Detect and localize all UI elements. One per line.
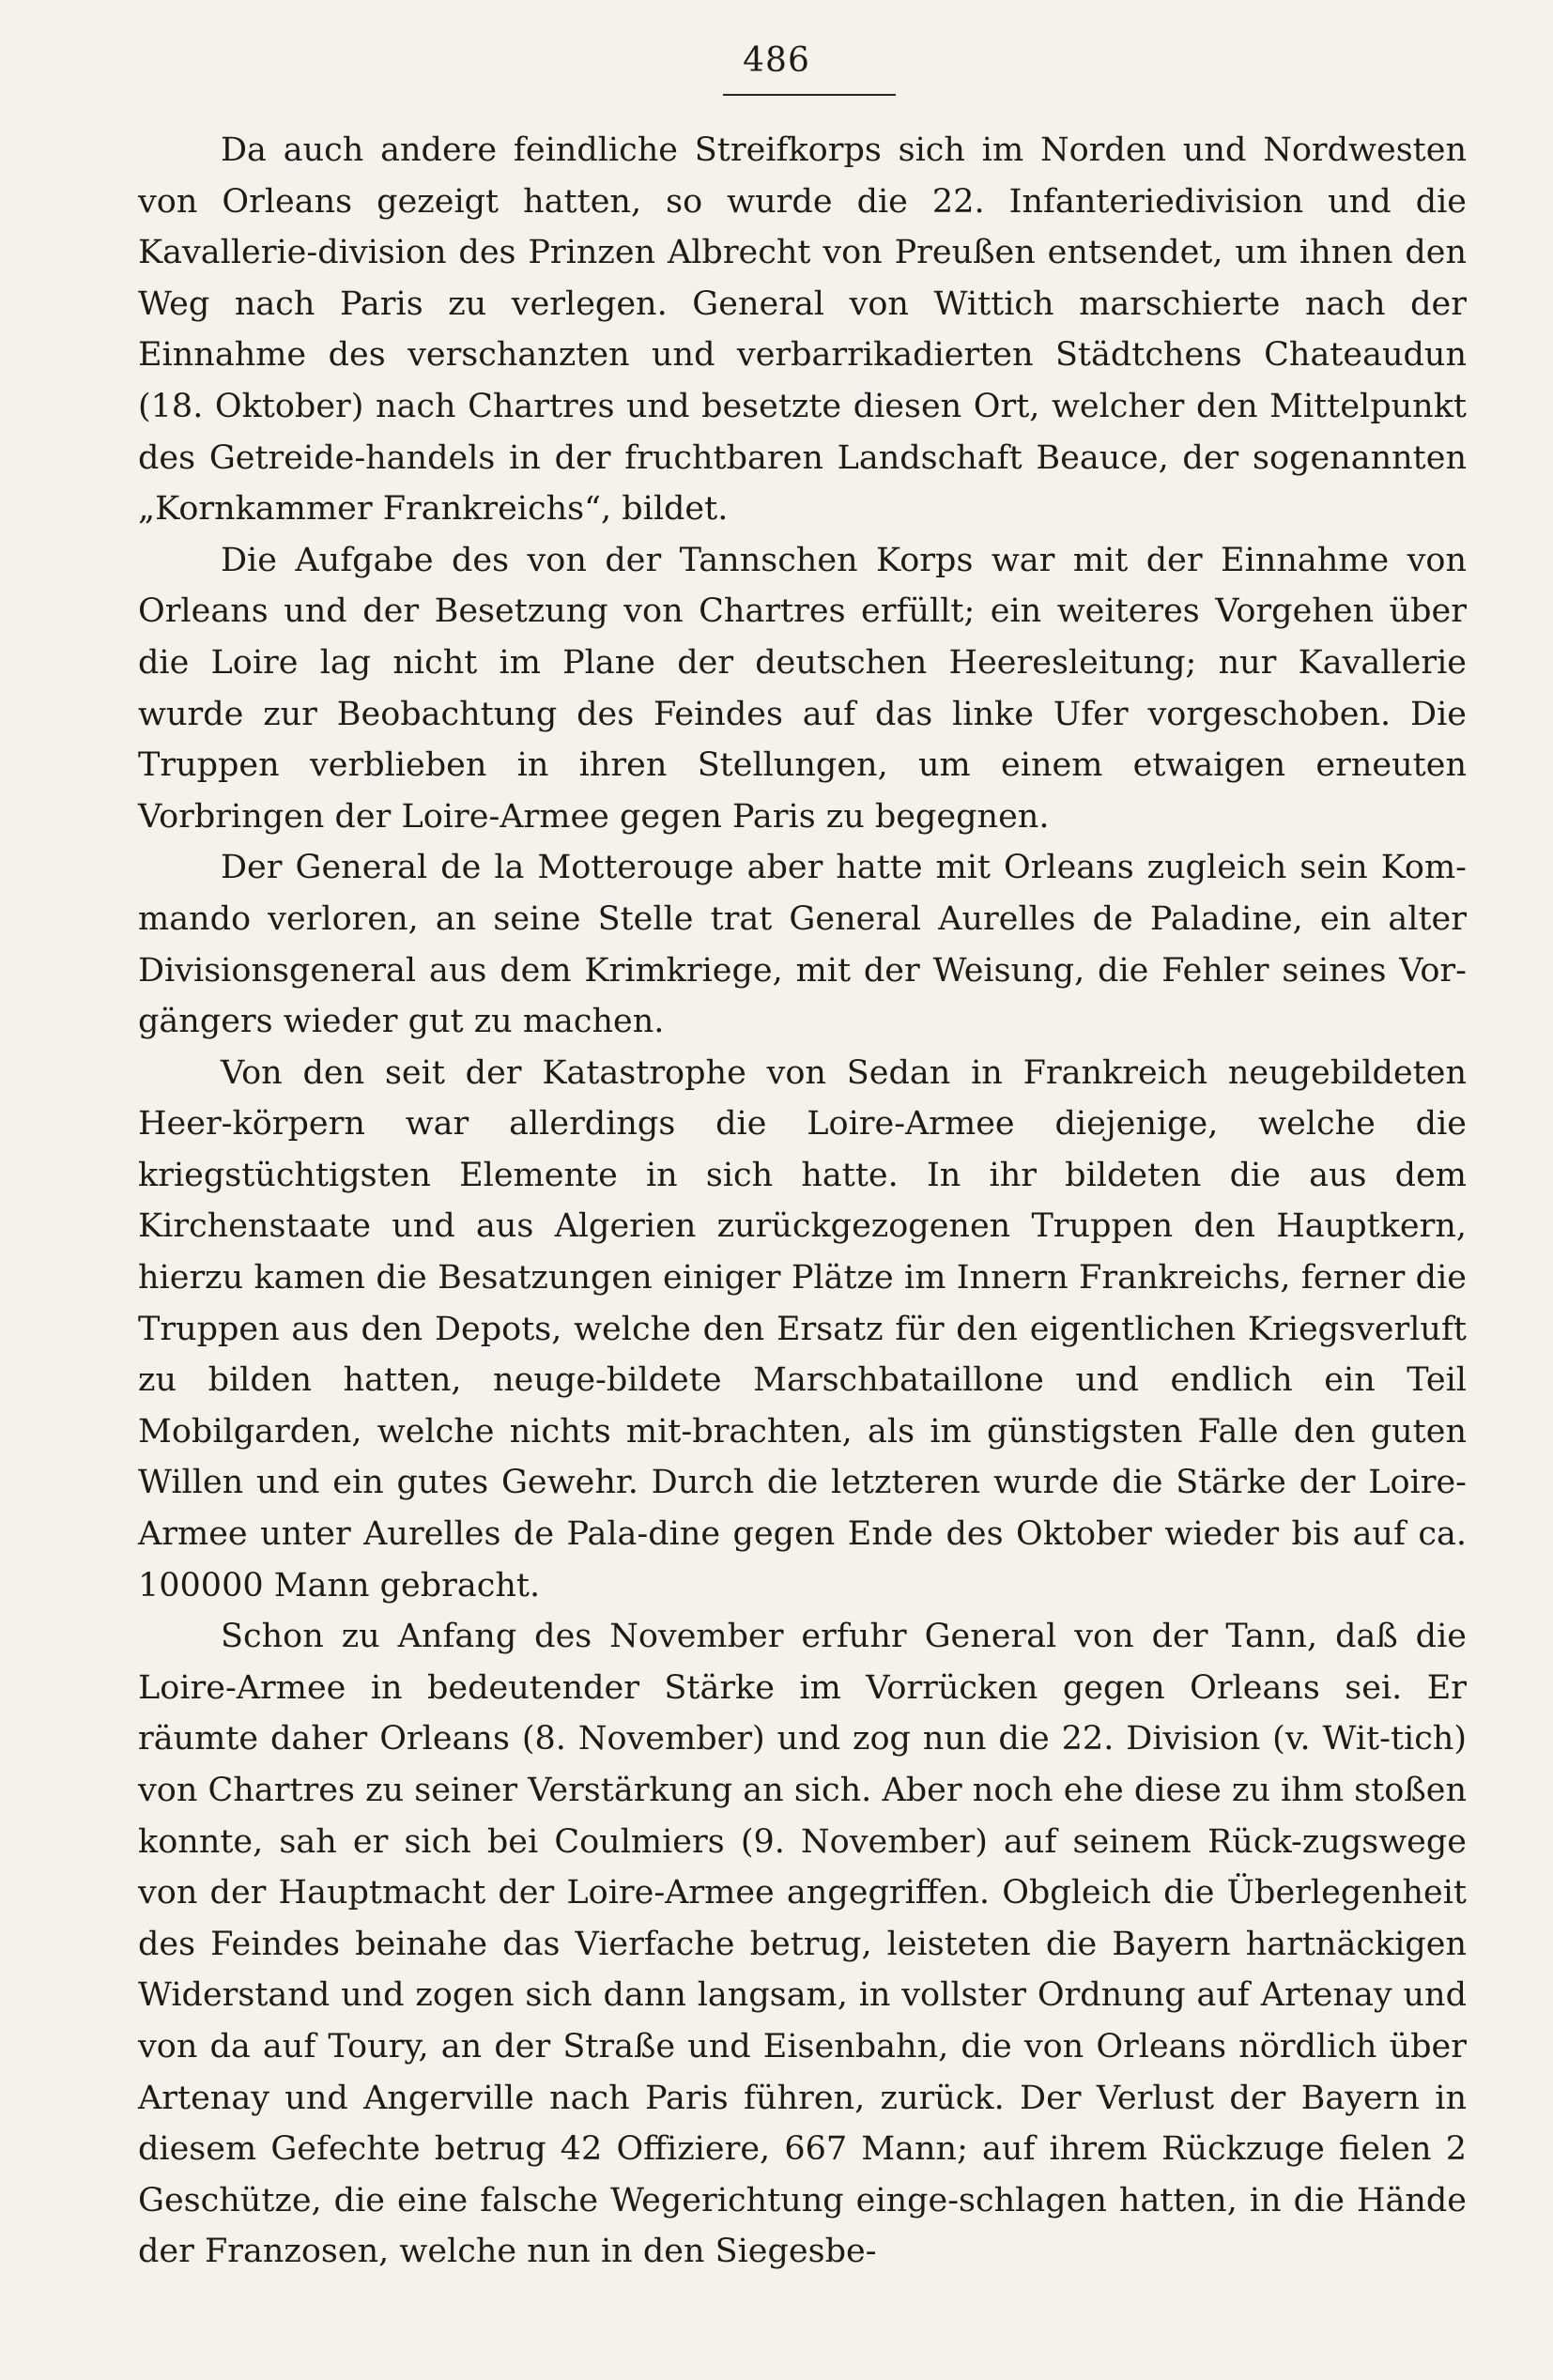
- header-rule: [723, 94, 896, 96]
- paragraph-3: Der General de la Motterouge aber hatte mit Orleans zugleich sein Kom-mando verloren, an seine Stelle trat General Aurelles de Paladine, ein alter Divisionsgeneral aus dem Krimkriege, mit der Weisung, die Fehler seines Vor-gängers wieder gut zu machen.: [138, 849, 1467, 1041]
- body-text: [138, 125, 1467, 2278]
- paragraph-1: Da auch andere feindliche Streifkorps sich im Norden und Nordwesten von Orleans gezeigt hatten, so wurde die 22. Infanteriedivision und die Kavallerie-division des Prinzen Albrecht von Preußen entsendet, um ihnen den Weg nach Paris zu verlegen. General von Wittich marschierte nach der Einnahme des verschanzten und verbarrikadierten Städtchens Chateaudun (18. Oktober) nach Chartres und besetzte diesen Ort, welcher den Mittelpunkt des Getreide-handels in der fruchtbaren Landschaft Beauce, der sogenannten „Kornkammer Frankreichs“, bildet.: [138, 131, 1467, 529]
- paragraph-2: Die Aufgabe des von der Tannschen Korps war mit der Einnahme von Orleans und der Besetzung von Chartres erfüllt; ein weiteres Vorgehen über die Loire lag nicht im Plane der deutschen Heeresleitung; nur Kavallerie wurde zur Beobachtung des Feindes auf das linke Ufer vorgeschoben. Die Truppen verblieben in ihren Stellungen, um einem etwaigen erneuten Vorbringen der Loire-Armee gegen Paris zu begegnen.: [138, 541, 1467, 836]
- paragraph-4: Von den seit der Katastrophe von Sedan in Frankreich neugebildeten Heer-körpern war allerdings die Loire-Armee diejenige, welche die kriegstüchtigsten Elemente in sich hatte. In ihr bildeten die aus dem Kirchenstaate und aus Algerien zurückgezogenen Truppen den Hauptkern, hierzu kamen die Besatzungen einiger Plätze im Innern Frankreichs, ferner die Truppen aus den Depots, welche den Ersatz für den eigentlichen Kriegsverluft zu bilden hatten, neuge-bildete Marschbataillone und endlich ein Teil Mobilgarden, welche nichts mit-brachten, als im günstigsten Falle den guten Willen und ein gutes Gewehr. Durch die letzteren wurde die Stärke der Loire-Armee unter Aurelles de Pala-dine gegen Ende des Oktober wieder bis auf ca. 100000 Mann gebracht.: [138, 1053, 1467, 1605]
- page-number: 486: [743, 41, 810, 80]
- paragraph-5: Schon zu Anfang des November erfuhr General von der Tann, daß die Loire-Armee in bedeutender Stärke im Vorrücken gegen Orleans sei. Er räumte daher Orleans (8. November) und zog nun die 22. Division (v. Wit-tich) von Chartres zu seiner Verstärkung an sich. Aber noch ehe diese zu ihm stoßen konnte, sah er sich bei Coulmiers (9. November) auf seinem Rück-zugswege von der Hauptmacht der Loire-Armee angegriffen. Obgleich die Überlegenheit des Feindes beinahe das Vierfache betrug, leisteten die Bayern hartnäckigen Widerstand und zogen sich dann langsam, in vollster Ordnung auf Artenay und von da auf Toury, an der Straße und Eisenbahn, die von Orleans nördlich über Artenay und Angerville nach Paris führen, zurück. Der Verlust der Bayern in diesem Gefechte betrug 42 Offiziere, 667 Mann; auf ihrem Rückzuge fielen 2 Geschütze, die eine falsche Wegerichtung einge-schlagen hatten, in die Hände der Franzosen, welche nun in den Siegesbe-: [138, 1618, 1467, 2271]
